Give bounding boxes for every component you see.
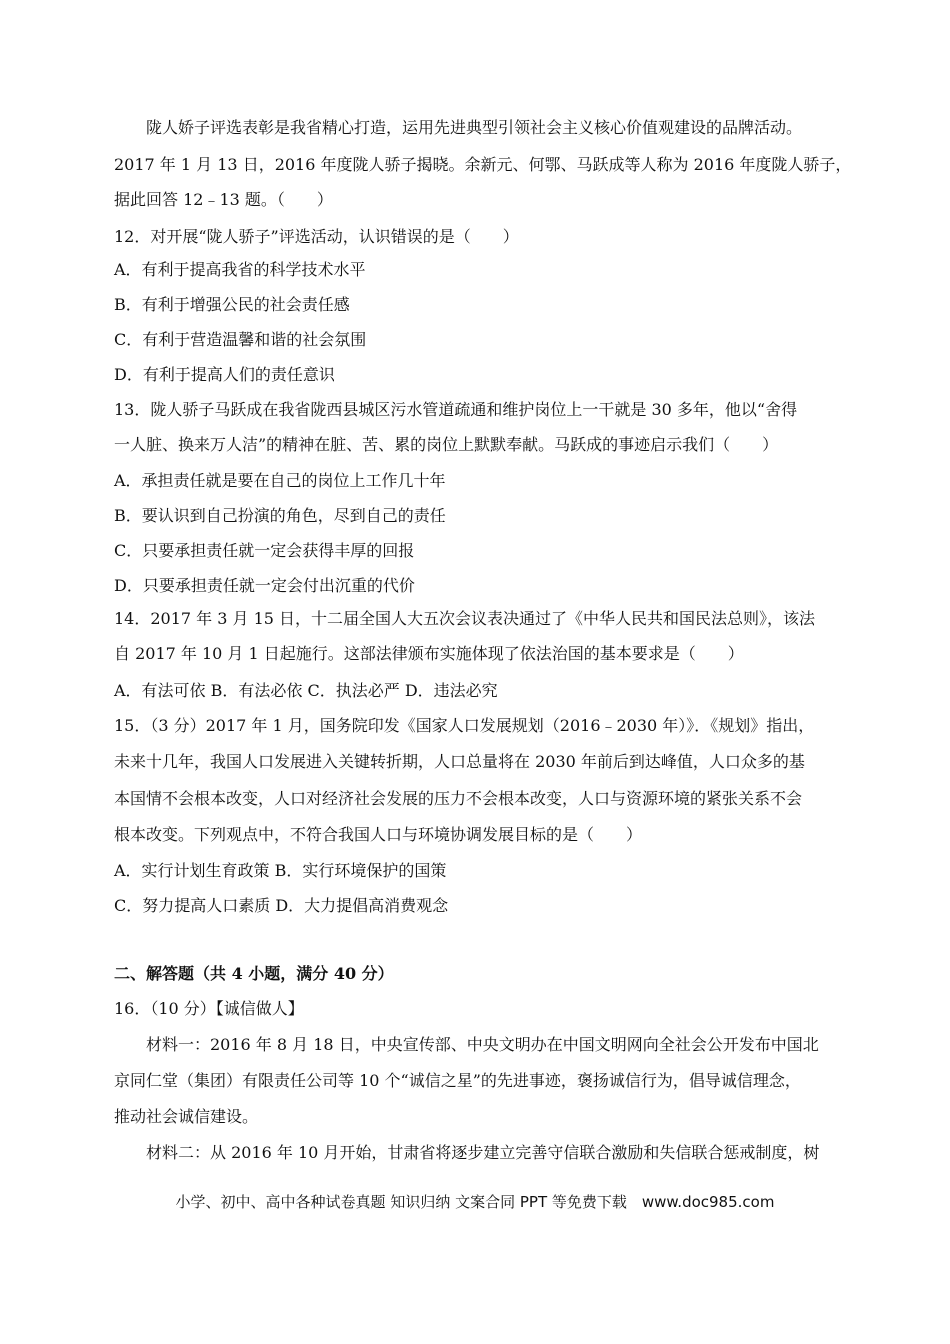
q14-options: A．有法可依 B．有法必依 C．执法必严 D．违法必究: [114, 681, 498, 700]
q14-stem-line-2: 自 2017 年 10 月 1 日起施行。这部法律颁布实施体现了依法治国的基本要求是（ ）: [114, 644, 744, 663]
q13-option-b: B．要认识到自己扮演的角色，尽到自己的责任: [114, 506, 446, 525]
q15-options-line-2: C．努力提高人口素质 D．大力提倡高消费观念: [114, 896, 449, 915]
q12-option-c: C．有利于营造温馨和谐的社会氛围: [114, 330, 367, 349]
q16-title: 16．（10 分）【诚信做人】: [114, 999, 304, 1018]
page-footer: 小学、初中、高中各种试卷真题 知识归纳 文案合同 PPT 等免费下载 www.doc985.com: [175, 1193, 775, 1211]
intro-line-1: 陇人娇子评选表彰是我省精心打造，运用先进典型引领社会主义核心价值观建设的品牌活动。: [146, 118, 803, 137]
q13-option-c: C．只要承担责任就一定会获得丰厚的回报: [114, 541, 415, 560]
q12-option-a: A．有利于提高我省的科学技术水平: [114, 260, 366, 279]
intro-line-2: 2017 年 1 月 13 日，2016 年度陇人骄子揭晓。余新元、何鄂、马跃成等人称为 2016 年度陇人骄子，: [114, 155, 852, 174]
material1-line-3: 推动社会诚信建设。: [114, 1107, 259, 1126]
section-heading: 二、解答题（共 4 小题，满分 40 分）: [114, 964, 394, 983]
q15-stem-line-3: 本国情不会根本改变，人口对经济社会发展的压力不会根本改变，人口与资源环境的紧张关系不会: [114, 789, 803, 808]
q15-stem-line-2: 未来十几年，我国人口发展进入关键转折期，人口总量将在 2030 年前后到达峰值，人口众多的基: [114, 752, 805, 771]
q12-option-b: B．有利于增强公民的社会责任感: [114, 295, 350, 314]
q13-stem-line-2: 一人脏、换来万人洁”的精神在脏、苦、累的岗位上默默奉献。马跃成的事迹启示我们（ ）: [114, 435, 779, 454]
q13-stem-line-1: 13．陇人骄子马跃成在我省陇西县城区污水管道疏通和维护岗位上一干就是 30 多年，他以“舍得: [114, 400, 798, 419]
q13-option-d: D．只要承担责任就一定会付出沉重的代价: [114, 576, 415, 595]
q13-option-a: A．承担责任就是要在自己的岗位上工作几十年: [114, 471, 446, 490]
material2-line-1: 材料二：从 2016 年 10 月开始，甘肃省将逐步建立完善守信联合激励和失信联合惩戒制度，树: [146, 1143, 820, 1162]
q12-option-d: D．有利于提高人们的责任意识: [114, 365, 335, 384]
q12-stem: 12．对开展“陇人骄子”评选活动，认识错误的是（ ）: [114, 227, 519, 246]
q15-options-line-1: A．实行计划生育政策 B．实行环境保护的国策: [114, 861, 447, 880]
intro-line-3: 据此回答 12﹣13 题。（ ）: [114, 190, 333, 209]
q15-stem-line-4: 根本改变。下列观点中，不符合我国人口与环境协调发展目标的是（ ）: [114, 825, 643, 844]
material1-line-1: 材料一：2016 年 8 月 18 日，中央宣传部、中央文明办在中国文明网向全社会公开发布中国北: [146, 1035, 819, 1054]
material1-line-2: 京同仁堂（集团）有限责任公司等 10 个“诚信之星”的先进事迹，褒扬诚信行为，倡导诚信理念，: [114, 1071, 801, 1090]
q15-stem-line-1: 15．（3 分）2017 年 1 月，国务院印发《国家人口发展规划（2016﹣2030 年）》．《规划》指出，: [114, 716, 815, 735]
q14-stem-line-1: 14．2017 年 3 月 15 日，十二届全国人大五次会议表决通过了《中华人民共和国民法总则》，该法: [114, 609, 816, 628]
